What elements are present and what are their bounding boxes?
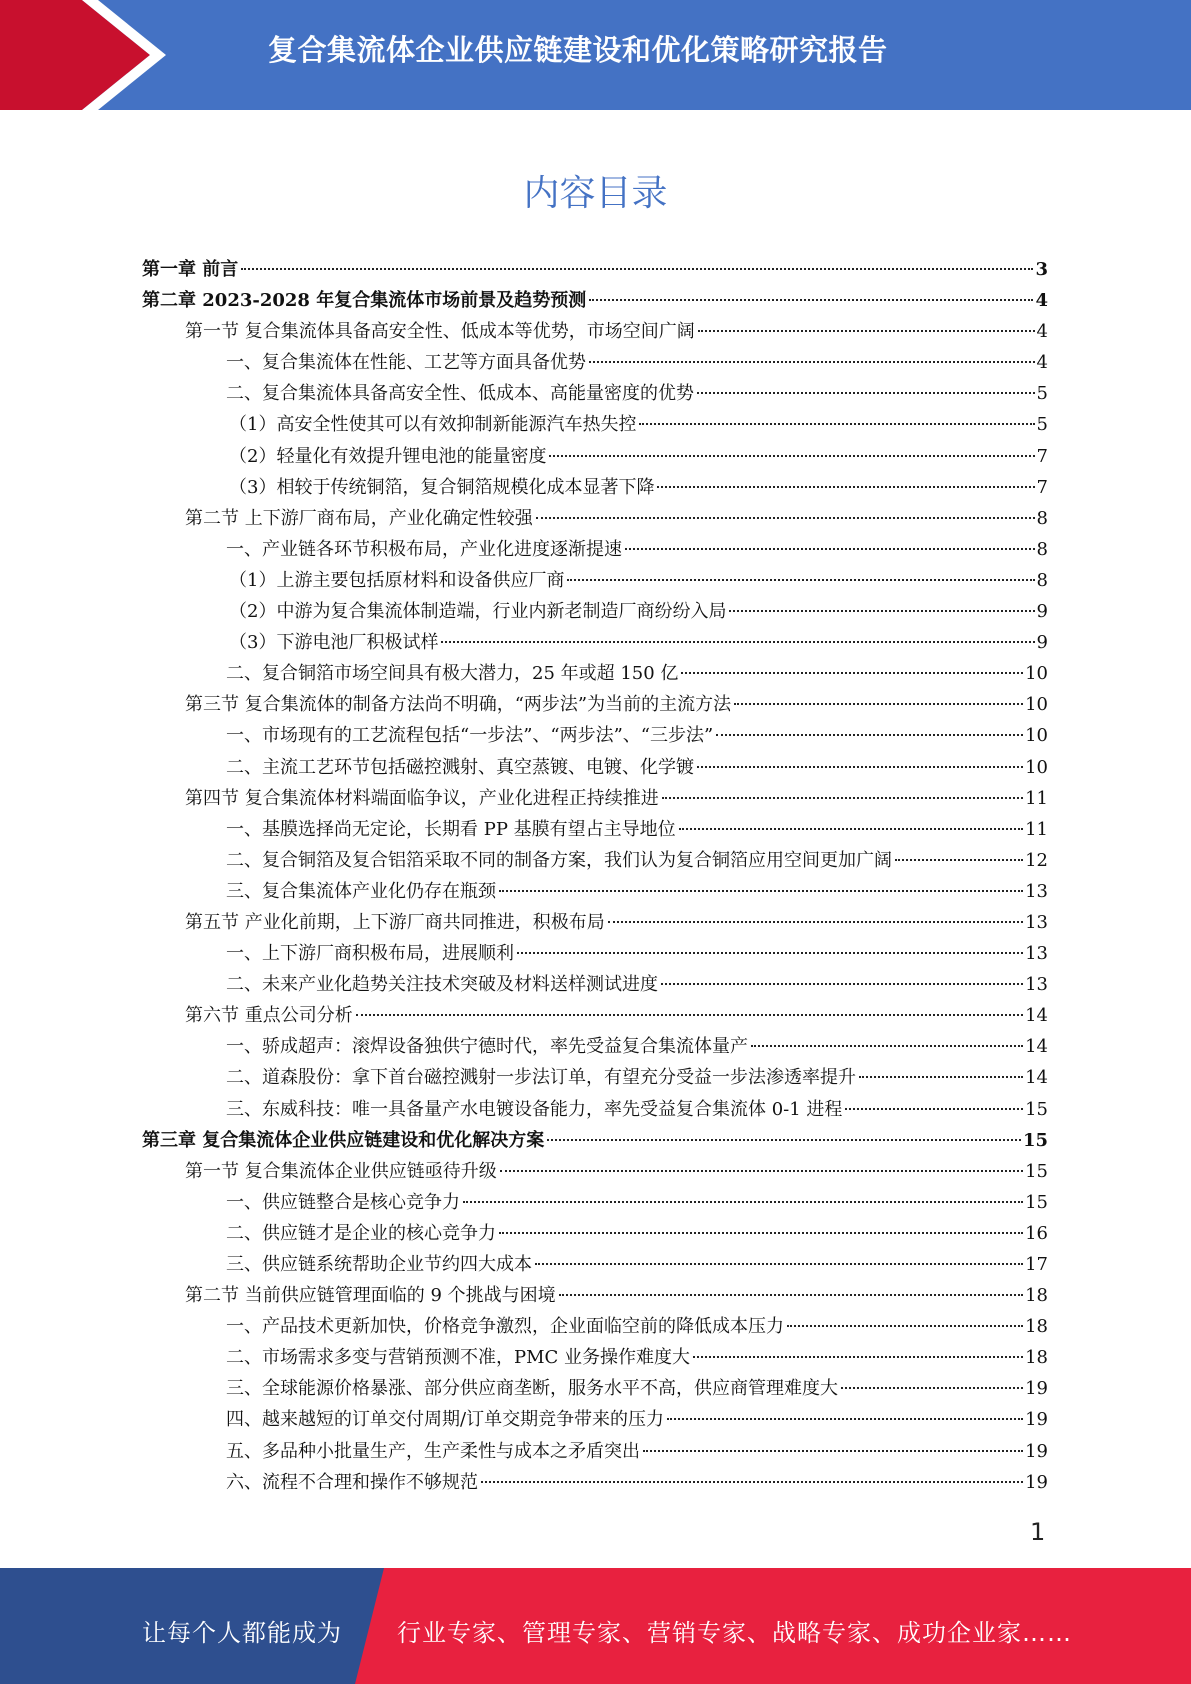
toc-entry-page: 19 — [1025, 1409, 1048, 1431]
toc-dot-leader — [625, 547, 1035, 550]
toc-entry-page: 18 — [1025, 1285, 1048, 1307]
toc-entry-page: 10 — [1025, 663, 1048, 685]
toc-entry-page: 9 — [1036, 632, 1048, 654]
toc-entry[interactable] — [142, 1218, 1048, 1249]
toc-entry-title: 第一节 复合集流体具备高安全性、低成本等优势，市场空间广阔 — [185, 321, 695, 343]
toc-entry-page: 4 — [1036, 352, 1048, 374]
toc-dot-leader — [787, 1324, 1023, 1327]
toc-entry-page: 13 — [1025, 943, 1048, 965]
toc-dot-leader — [356, 1013, 1023, 1016]
toc-entry-page: 18 — [1025, 1316, 1048, 1338]
toc-entry-page: 18 — [1025, 1347, 1048, 1369]
toc-entry-page: 10 — [1025, 694, 1048, 716]
toc-entry[interactable] — [142, 814, 1048, 845]
toc-entry-title: 二、主流工艺环节包括磁控溅射、真空蒸镀、电镀、化学镀 — [226, 756, 694, 778]
toc-entry-title: 一、供应链整合是核心竞争力 — [226, 1191, 460, 1213]
toc-entry-title: 第五节 产业化前期，上下游厂商共同推进，积极布局 — [185, 911, 605, 933]
toc-dot-leader — [895, 858, 1023, 861]
toc-entry[interactable] — [142, 378, 1048, 409]
toc-dot-leader — [481, 1480, 1023, 1483]
toc-entry[interactable] — [142, 472, 1048, 503]
toc-dot-leader — [859, 1075, 1023, 1078]
toc-dot-leader — [681, 671, 1023, 674]
toc-dot-leader — [549, 454, 1034, 457]
toc-entry[interactable] — [142, 1249, 1048, 1280]
toc-entry[interactable] — [142, 689, 1048, 720]
toc-entry[interactable] — [142, 783, 1048, 814]
toc-dot-leader — [547, 1138, 1021, 1141]
toc-entry-page: 15 — [1025, 1098, 1048, 1120]
toc-entry-title: （2）轻量化有效提升锂电池的能量密度 — [229, 445, 547, 467]
toc-entry-title: 二、复合集流体具备高安全性、低成本、高能量密度的优势 — [226, 383, 694, 405]
toc-entry[interactable] — [142, 534, 1048, 565]
toc-entry-title: 一、市场现有的工艺流程包括“一步法”、“两步法”、“三步法” — [226, 725, 714, 747]
toc-entry[interactable] — [142, 1436, 1048, 1467]
toc-entry-title: 二、复合铜箔市场空间具有极大潜力，25 年或超 150 亿 — [226, 663, 679, 685]
toc-dot-leader — [679, 827, 1023, 830]
toc-entry[interactable] — [142, 596, 1048, 627]
toc-dot-leader — [500, 1169, 1023, 1172]
toc-entry-page: 15 — [1025, 1160, 1048, 1182]
toc-entry-page: 8 — [1036, 538, 1048, 560]
footer-slogan-right: 行业专家、管理专家、营销专家、战略专家、成功企业家…… — [397, 1619, 1072, 1647]
toc-dot-leader — [697, 765, 1023, 768]
toc-entry-title: 二、市场需求多变与营销预测不准，PMC 业务操作难度大 — [226, 1347, 691, 1369]
toc-dot-leader — [662, 796, 1023, 799]
toc-entry-page: 11 — [1025, 787, 1048, 809]
toc-entry[interactable] — [142, 720, 1048, 751]
toc-entry-title: 第二节 上下游厂商布局，产业化确定性较强 — [185, 507, 533, 529]
toc-entry-page: 15 — [1022, 1129, 1048, 1151]
toc-entry[interactable] — [142, 285, 1048, 316]
toc-dot-leader — [698, 329, 1035, 332]
toc-entry-title: 第四节 复合集流体材料端面临争议，产业化进程正持续推进 — [185, 787, 659, 809]
toc-dot-leader — [499, 1231, 1023, 1234]
toc-entry-page: 13 — [1025, 911, 1048, 933]
toc-dot-leader — [729, 609, 1034, 612]
toc-entry-page: 19 — [1025, 1440, 1048, 1462]
toc-entry-title: 二、供应链才是企业的核心竞争力 — [226, 1222, 496, 1244]
toc-entry[interactable] — [142, 658, 1048, 689]
toc-dot-leader — [463, 1200, 1023, 1203]
toc-entry-title: 第一章 前言 — [142, 259, 239, 280]
toc-entry-page: 7 — [1036, 445, 1048, 467]
toc-entry-page: 19 — [1025, 1471, 1048, 1493]
toc-entry-title: 三、全球能源价格暴涨、部分供应商垄断，服务水平不高，供应商管理难度大 — [226, 1378, 838, 1400]
toc-entry[interactable] — [142, 907, 1048, 938]
toc-entry-title: 一、骄成超声：滚焊设备独供宁德时代，率先受益复合集流体量产 — [226, 1036, 748, 1058]
toc-dot-leader — [845, 1107, 1023, 1110]
toc-entry[interactable] — [142, 752, 1048, 783]
toc-dot-leader — [697, 391, 1035, 394]
toc-entry-title: 五、多品种小批量生产，生产柔性与成本之矛盾突出 — [226, 1440, 640, 1462]
toc-dot-leader — [661, 982, 1023, 985]
toc-dot-leader — [241, 267, 1033, 270]
toc-entry[interactable] — [142, 347, 1048, 378]
footer-slogan-left: 让每个人都能成为 — [142, 1619, 342, 1647]
toc-entry-title: 第一节 复合集流体企业供应链亟待升级 — [185, 1160, 497, 1182]
toc-entry[interactable] — [142, 1062, 1048, 1093]
toc-entry[interactable] — [142, 254, 1048, 285]
toc-entry-title: 六、流程不合理和操作不够规范 — [226, 1471, 478, 1493]
toc-entry[interactable] — [142, 409, 1048, 440]
toc-entry-title: 第三节 复合集流体的制备方法尚不明确，“两步法”为当前的主流方法 — [185, 694, 732, 716]
toc-dot-leader — [517, 951, 1023, 954]
toc-entry-page: 12 — [1025, 849, 1048, 871]
toc-entry-page: 10 — [1025, 756, 1048, 778]
toc-entry[interactable] — [142, 845, 1048, 876]
toc-entry-title: 一、产品技术更新加快，价格竞争激烈，企业面临空前的降低成本压力 — [226, 1316, 784, 1338]
toc-entry[interactable] — [142, 1125, 1048, 1156]
toc-entry-title: 二、复合铜箔及复合铝箔采取不同的制备方案，我们认为复合铜箔应用空间更加广阔 — [226, 849, 892, 871]
toc-entry-title: 一、上下游厂商积极布局，进展顺利 — [226, 943, 514, 965]
toc-entry-title: 一、基膜选择尚无定论，长期看 PP 基膜有望占主导地位 — [226, 818, 676, 840]
toc-entry-title: 三、供应链系统帮助企业节约四大成本 — [226, 1254, 532, 1275]
toc-entry[interactable] — [142, 565, 1048, 596]
toc-entry[interactable] — [142, 1187, 1048, 1218]
toc-dot-leader — [608, 920, 1023, 923]
toc-entry-title: （3）下游电池厂积极试样 — [229, 632, 439, 654]
toc-dot-leader — [536, 516, 1035, 519]
toc-dot-leader — [441, 640, 1034, 643]
toc-entry[interactable] — [142, 1000, 1048, 1031]
toc-entry-page: 8 — [1036, 569, 1048, 591]
toc-entry-title: 三、复合集流体产业化仍存在瓶颈 — [226, 880, 496, 902]
toc-entry-title: （1）高安全性使其可以有效抑制新能源汽车热失控 — [229, 414, 637, 436]
toc-entry-title: 第二章 2023-2028 年复合集流体市场前景及趋势预测 — [142, 290, 587, 312]
toc-entry-title: （3）相较于传统铜箔，复合铜箔规模化成本显著下降 — [229, 476, 655, 498]
table-of-contents — [142, 254, 1048, 1498]
toc-dot-leader — [657, 485, 1034, 488]
report-header-banner — [0, 0, 1191, 110]
toc-entry[interactable] — [142, 1342, 1048, 1373]
toc-entry-title: 二、未来产业化趋势关注技术突破及材料送样测试进度 — [226, 974, 658, 996]
toc-entry[interactable] — [142, 969, 1048, 1000]
toc-entry-page: 15 — [1025, 1191, 1048, 1213]
toc-entry[interactable] — [142, 503, 1048, 534]
report-title: 复合集流体企业供应链建设和优化策略研究报告 — [268, 33, 888, 67]
toc-entry-title: （1）上游主要包括原材料和设备供应厂商 — [229, 569, 565, 591]
toc-entry-page: 13 — [1025, 974, 1048, 996]
toc-entry-page: 8 — [1036, 507, 1048, 529]
toc-entry[interactable] — [142, 316, 1048, 347]
toc-entry-title: 一、复合集流体在性能、工艺等方面具备优势 — [226, 352, 586, 374]
toc-entry[interactable] — [142, 1156, 1048, 1187]
toc-entry-page: 14 — [1025, 1005, 1048, 1027]
page-number: 1 — [1030, 1518, 1046, 1546]
toc-entry[interactable] — [142, 1467, 1048, 1498]
toc-dot-leader — [589, 298, 1033, 301]
toc-dot-leader — [667, 1417, 1023, 1420]
toc-entry[interactable] — [142, 938, 1048, 969]
toc-dot-leader — [639, 422, 1034, 425]
toc-entry-page: 16 — [1025, 1222, 1048, 1244]
toc-entry-page: 4 — [1035, 290, 1048, 312]
footer-banner — [0, 1568, 1191, 1684]
toc-entry-page: 11 — [1025, 818, 1048, 840]
toc-entry-title: （2）中游为复合集流体制造端，行业内新老制造厂商纷纷入局 — [229, 601, 727, 623]
toc-entry[interactable] — [142, 1404, 1048, 1435]
toc-dot-leader — [751, 1044, 1023, 1047]
toc-entry-page: 3 — [1035, 259, 1048, 280]
toc-entry-page: 5 — [1036, 414, 1048, 436]
toc-entry[interactable] — [142, 1094, 1048, 1125]
toc-entry-title: 四、越来越短的订单交付周期/订单交期竞争带来的压力 — [226, 1409, 665, 1431]
toc-dot-leader — [716, 733, 1023, 736]
toc-dot-leader — [559, 1293, 1023, 1296]
toc-entry-title: 二、道森股份：拿下首台磁控溅射一步法订单，有望充分受益一步法渗透率提升 — [226, 1067, 856, 1089]
toc-entry[interactable] — [142, 627, 1048, 658]
toc-entry-page: 14 — [1025, 1067, 1048, 1089]
toc-entry[interactable] — [142, 876, 1048, 907]
toc-entry[interactable] — [142, 1311, 1048, 1342]
toc-entry[interactable] — [142, 441, 1048, 472]
toc-entry-page: 4 — [1036, 321, 1048, 343]
toc-entry-title: 一、产业链各环节积极布局，产业化进度逐渐提速 — [226, 538, 622, 560]
toc-entry-page: 14 — [1025, 1036, 1048, 1058]
toc-entry[interactable] — [142, 1031, 1048, 1062]
toc-entry-page: 9 — [1036, 601, 1048, 623]
toc-heading: 内容目录 — [523, 173, 668, 214]
toc-entry-page: 13 — [1025, 880, 1048, 902]
toc-dot-leader — [535, 1262, 1023, 1265]
toc-entry-title: 三、东威科技：唯一具备量产水电镀设备能力，率先受益复合集流体 0-1 进程 — [226, 1098, 843, 1120]
toc-dot-leader — [841, 1386, 1023, 1389]
toc-entry-title: 第二节 当前供应链管理面临的 9 个挑战与困境 — [185, 1285, 556, 1307]
toc-entry[interactable] — [142, 1373, 1048, 1404]
toc-entry-title: 第三章 复合集流体企业供应链建设和优化解决方案 — [142, 1129, 545, 1151]
toc-dot-leader — [643, 1449, 1023, 1452]
toc-dot-leader — [589, 360, 1035, 363]
toc-dot-leader — [499, 889, 1023, 892]
toc-dot-leader — [693, 1355, 1023, 1358]
toc-entry-title: 第六节 重点公司分析 — [185, 1005, 353, 1027]
toc-dot-leader — [567, 578, 1034, 581]
toc-entry-page: 7 — [1036, 476, 1048, 498]
toc-entry-page: 10 — [1025, 725, 1048, 747]
toc-entry[interactable] — [142, 1280, 1048, 1311]
toc-entry-page: 5 — [1036, 383, 1048, 405]
toc-dot-leader — [734, 702, 1023, 705]
toc-entry-page: 17 — [1025, 1254, 1048, 1275]
toc-entry-page: 19 — [1025, 1378, 1048, 1400]
